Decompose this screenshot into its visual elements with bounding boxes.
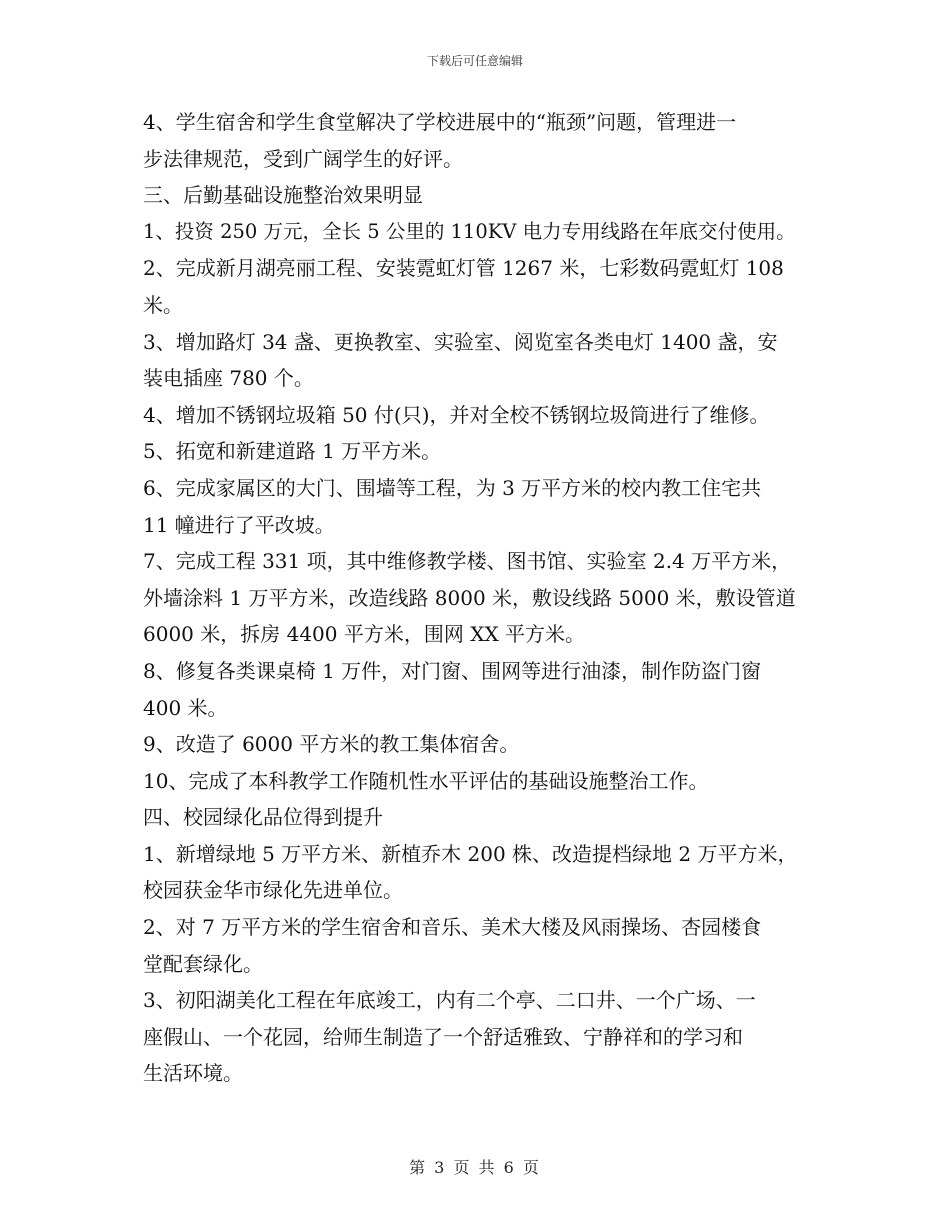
body-line: 步法律规范，受到广阔学生的好评。 [143,146,463,171]
body-line: 7、完成工程 331 项，其中维修教学楼、图书馆、实验室 2.4 万平方米， [143,549,792,574]
body-line: 3、初阳湖美化工程在年底竣工，内有二个亭、二口井、一个广场、一 [143,988,756,1013]
body-line: 11 幢进行了平改坡。 [143,512,335,537]
body-line: 校园获金华市绿化先进单位。 [143,878,403,903]
body-line: 4、增加不锈钢垃圾箱 50 付(只)，并对全校不锈钢垃圾筒进行了维修。 [143,402,770,427]
body-line: 2、对 7 万平方米的学生宿舍和音乐、美术大楼及风雨操场、杏园楼食 [143,915,762,940]
body-line: 生活环境。 [143,1061,243,1086]
body-line: 座假山、一个花园，给师生制造了一个舒适雅致、宁静祥和的学习和 [143,1024,743,1049]
body-line: 10、完成了本科教学工作随机性水平评估的基础设施整治工作。 [143,768,709,793]
page-number: 第 3 页 共 6 页 [409,1158,541,1177]
body-line: 1、投资 250 万元，全长 5 公里的 110KV 电力专用线路在年底交付使用。 [143,219,796,243]
body-line: 2、完成新月湖亮丽工程、安装霓虹灯管 1267 米，七彩数码霓虹灯 108 [143,256,784,281]
body-line: 外墙涂料 1 万平方米，改造线路 8000 米，敷设线路 5000 米，敷设管道 [143,585,796,610]
section-heading: 三、后勤基础设施整治效果明显 [143,183,423,208]
document-body [143,104,811,1092]
body-line: 堂配套绿化。 [143,951,263,976]
body-line: 5、拓宽和新建道路 1 万平方米。 [143,439,442,464]
body-line: 3、增加路灯 34 盏、更换教室、实验室、阅览室各类电灯 1400 盏，安 [143,329,778,354]
body-line: 400 米。 [143,695,228,720]
body-line: 6000 米，拆房 4400 平方米，围网 XX 平方米。 [143,622,586,647]
body-line: 装电插座 780 个。 [143,366,314,391]
body-line: 6、完成家属区的大门、围墙等工程，为 3 万平方米的校内教工住宅共 [143,475,762,500]
page-header: 下载后可任意编辑 [426,54,523,68]
section-heading: 四、校园绿化品位得到提升 [143,805,383,830]
body-line: 8、修复各类课桌椅 1 万件，对门窗、围网等进行油漆，制作防盗门窗 [143,658,762,683]
body-line: 1、新增绿地 5 万平方米、新植乔木 200 株、改造提档绿地 2 万平方米， [143,841,798,866]
body-line: 4、学生宿舍和学生食堂解决了学校进展中的“瓶颈”问题，管理进一 [143,110,737,134]
body-line: 9、改造了 6000 平方米的教工集体宿舍。 [143,732,520,757]
body-line: 米。 [143,292,183,317]
